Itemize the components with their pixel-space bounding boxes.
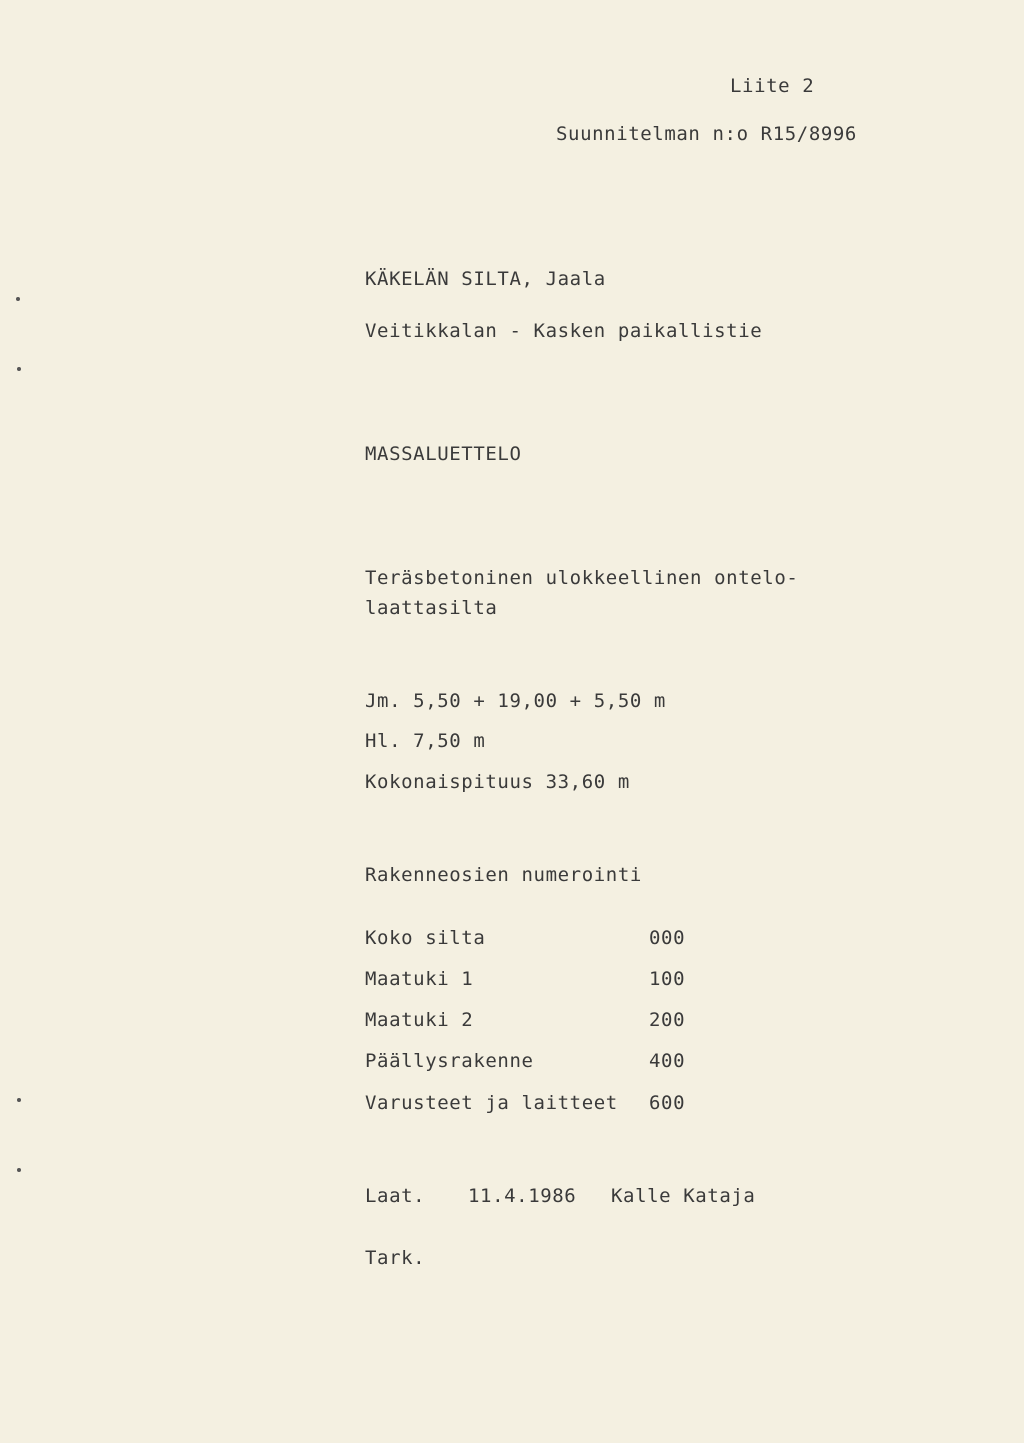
road-name: Veitikkalan - Kasken paikallistie	[365, 320, 763, 342]
punch-mark	[17, 1098, 21, 1102]
prepared-name: Kalle Kataja	[611, 1185, 756, 1207]
bridge-width: Hl. 7,50 m	[365, 730, 486, 752]
list-item-code: 400	[649, 1050, 686, 1072]
section-title: MASSALUETTELO	[365, 443, 522, 465]
list-item-name: Päällysrakenne	[365, 1050, 534, 1072]
punch-mark	[17, 367, 21, 371]
list-item-code: 200	[649, 1009, 686, 1031]
span-lengths: Jm. 5,50 + 19,00 + 5,50 m	[365, 690, 666, 712]
list-item-name: Koko silta	[365, 927, 486, 949]
attachment-label: Liite 2	[730, 75, 815, 97]
list-item-name: Maatuki 1	[365, 968, 474, 990]
plan-number: Suunnitelman n:o R15/8996	[556, 123, 857, 145]
list-item-code: 000	[649, 927, 686, 949]
punch-mark	[16, 297, 20, 301]
prepared-label: Laat.	[365, 1185, 426, 1207]
punch-mark	[17, 1168, 21, 1172]
list-item-code: 600	[649, 1092, 686, 1114]
prepared-date: 11.4.1986	[468, 1185, 577, 1207]
list-item-name: Maatuki 2	[365, 1009, 474, 1031]
bridge-type-line1: Teräsbetoninen ulokkeellinen ontelo-	[365, 567, 799, 589]
total-length: Kokonaispituus 33,60 m	[365, 771, 630, 793]
bridge-type-line2: laattasilta	[365, 597, 498, 619]
checked-label: Tark.	[365, 1247, 426, 1269]
list-item-name: Varusteet ja laitteet	[365, 1092, 618, 1114]
list-item-code: 100	[649, 968, 686, 990]
numbering-heading: Rakenneosien numerointi	[365, 864, 642, 886]
bridge-title: KÄKELÄN SILTA, Jaala	[365, 268, 606, 290]
